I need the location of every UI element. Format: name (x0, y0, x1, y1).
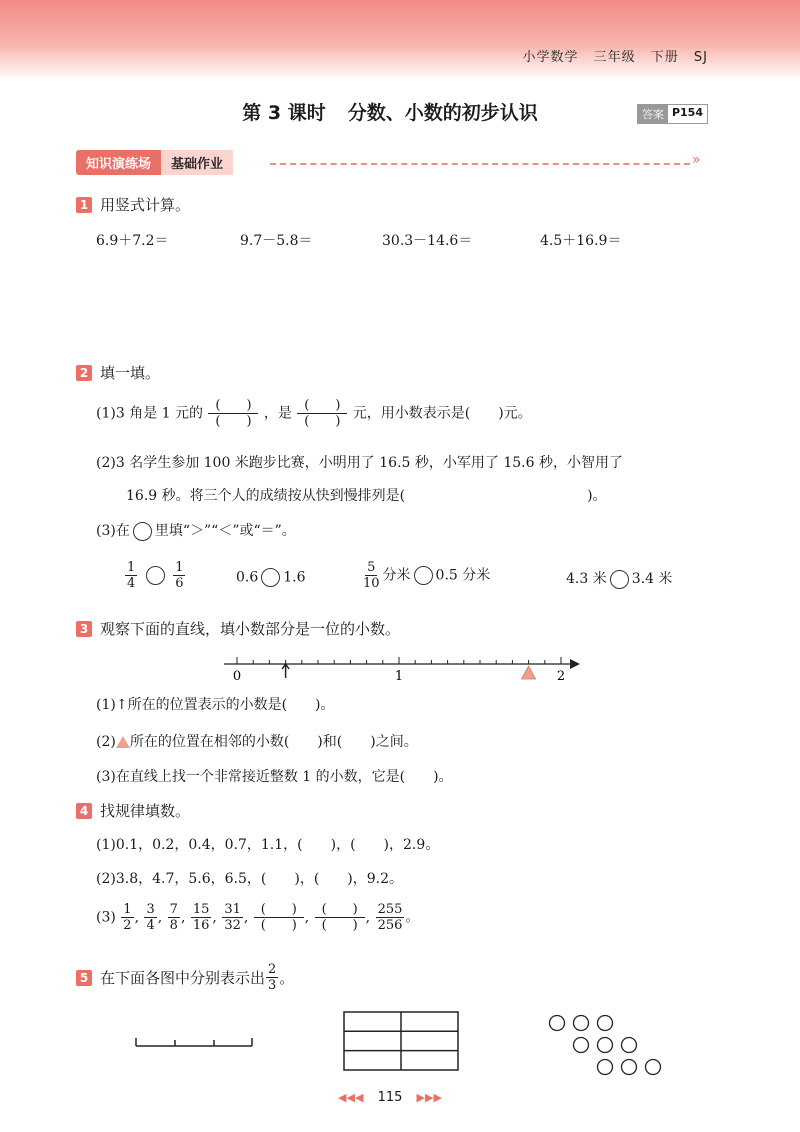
header-meta (512, 46, 708, 65)
frac-den: 2 (123, 918, 132, 933)
q1-item-3: 30.3－14.6＝ (382, 233, 473, 249)
compare-1 (124, 560, 186, 591)
number-line (220, 650, 590, 686)
section-arrows-icon: » (692, 152, 701, 168)
answer-page: P154 (671, 106, 703, 119)
q1-item-2: 9.7－5.8＝ (240, 233, 313, 249)
q4-part3: (3) $\frac{1}{2}$ , $\frac{3}{4}$ , $\frac{7}{8}$ , $\frac{15}{16}$ , $\frac{31}{32}$ , $\frac{( )}{( )}$ , $\frac{( )}{( )}$ , $\frac{255}{256}$ 。 (96, 902, 420, 933)
frac-num: 1 (127, 560, 136, 575)
section-tag: 知识演练场 (76, 150, 161, 175)
compare-right: 1.6 (283, 569, 306, 586)
compare-right: 0.5 分米 (435, 567, 491, 584)
compare-circle[interactable] (414, 566, 433, 585)
section-subtitle: 基础作业 (161, 150, 233, 175)
up-arrow-icon: ↑ (115, 697, 128, 713)
frac-den: 3 (268, 978, 277, 993)
frac-den: 256 (377, 918, 403, 933)
compare-left: 4.3 米 (566, 571, 607, 587)
q2-p3-text-a: (3)在 (96, 523, 130, 539)
compare-2 (236, 568, 306, 587)
frac-den: ( ) (321, 918, 358, 933)
frac-num: 255 (377, 902, 403, 917)
frac-den: 32 (224, 918, 241, 933)
fraction (266, 962, 278, 993)
frac-num: ( ) (254, 902, 304, 918)
frac-num: 7 (169, 902, 178, 917)
q4-part1: (1)0.1，0.2，0.4，0.7，1.1，( )，( )，2.9。 (96, 837, 440, 853)
q4-part2: (2)3.8，4.7，5.6，6.5，( )，( )，9.2。 (96, 871, 404, 887)
fraction (376, 902, 405, 933)
q2-part2-line1: (2)3 名学生参加 100 米跑步比赛，小明用了 16.5 秒，小军用了 15.6 秒，小智用了 (96, 455, 623, 471)
q3-part3: (3)在直线上找一个非常接近整数 1 的小数，它是( )。 (96, 769, 453, 785)
circle-icon (133, 522, 152, 541)
q5-head (76, 962, 294, 993)
q3-p1-text: 所在的位置表示的小数是( )。 (127, 697, 335, 713)
page-footer (0, 1090, 780, 1105)
q2-part1 (96, 398, 532, 429)
q1-head (76, 194, 190, 215)
q2-p1-text-a: (1)3 角是 1 元的 (96, 405, 203, 422)
q3-part2 (96, 731, 418, 751)
blank-fraction[interactable] (297, 398, 347, 429)
q1-item-1: 6.9＋7.2＝ (96, 233, 169, 249)
number-line-label-1: 1 (394, 669, 404, 684)
q5-number: 5 (76, 970, 92, 986)
q3-head (76, 618, 400, 639)
volume: 下册 (650, 50, 679, 65)
q3-p1-label: (1) (96, 697, 116, 713)
q3-prompt: 观察下面的直线，填小数部分是一位的小数。 (100, 620, 401, 638)
frac-num: ( ) (297, 398, 347, 414)
q5-end: 。 (279, 969, 295, 987)
q4-p3-label: (3) (96, 909, 116, 926)
frac-num: ( ) (315, 902, 365, 918)
lesson-number: 第 3 课时 (242, 102, 326, 124)
number-line-arrow-marker (282, 664, 289, 678)
fraction (173, 560, 185, 591)
next-arrows-icon: ▶▶▶ (416, 1091, 442, 1104)
grade: 三年级 (593, 50, 636, 65)
q2-head (76, 362, 160, 383)
frac-den: ( ) (215, 414, 252, 429)
compare-right: 3.4 米 (631, 571, 673, 587)
prev-arrows-icon: ◀◀◀ (338, 1091, 364, 1104)
header-band (0, 0, 800, 80)
frac-num: ( ) (208, 398, 258, 414)
subject: 小学数学 (522, 50, 579, 65)
lesson-name: 分数、小数的初步认识 (347, 102, 538, 124)
compare-3 (360, 560, 490, 591)
circles-figure[interactable] (545, 1012, 675, 1078)
q2-part3 (96, 520, 296, 541)
fraction (222, 902, 243, 933)
fraction (125, 560, 137, 591)
number-line-arrowhead (570, 659, 580, 669)
compare-left: 0.6 (236, 569, 259, 586)
q2-number: 2 (76, 365, 92, 381)
fraction (191, 902, 212, 933)
compare-4 (566, 568, 672, 589)
fraction (144, 902, 156, 933)
frac-num: 15 (192, 902, 210, 917)
answer-ref (637, 104, 708, 124)
q1-prompt: 用竖式计算。 (100, 196, 191, 214)
number-line-label-2: 2 (556, 669, 566, 684)
q4-p3-end: 。 (405, 909, 420, 926)
frac-num: 1 (175, 560, 184, 575)
frac-den: 8 (169, 918, 178, 933)
blank-fraction[interactable] (315, 902, 365, 933)
fraction (121, 902, 133, 933)
q2-prompt: 填一填。 (100, 364, 161, 382)
compare-circle[interactable] (610, 570, 629, 589)
triangle-icon (116, 736, 130, 748)
frac-den: 4 (146, 918, 155, 933)
section-dashed-line (270, 163, 690, 165)
frac-num: 31 (224, 902, 241, 917)
q3-part1 (96, 694, 335, 714)
compare-circle[interactable] (261, 568, 280, 587)
q3-p2-text: 所在的位置在相邻的小数( )和( )之间。 (129, 734, 418, 750)
frac-num: 3 (146, 902, 155, 917)
q1-number: 1 (76, 197, 92, 213)
frac-den: 6 (175, 576, 184, 591)
q4-head (76, 800, 190, 821)
grid-rectangle-figure[interactable] (342, 1010, 462, 1074)
q2-p3-text-b: 里填“＞”“＜”或“＝”。 (154, 523, 296, 539)
compare-unit: 分米 (382, 567, 411, 584)
blank-fraction[interactable] (254, 902, 304, 933)
fraction (361, 560, 382, 591)
q5-prompt: 在下面各图中分别表示出 (100, 969, 266, 987)
q3-number: 3 (76, 621, 92, 637)
compare-circle[interactable] (146, 566, 165, 585)
frac-den: 4 (127, 576, 136, 591)
frac-den: 16 (192, 918, 210, 933)
q3-p2-label: (2) (96, 734, 116, 750)
q4-number: 4 (76, 803, 92, 819)
number-line-label-0: 0 (232, 669, 242, 684)
frac-num: 5 (367, 560, 376, 575)
page-number: 115 (377, 1090, 403, 1105)
q2-part2-line2: 16.9 秒。将三个人的成绩按从快到慢排列是( )。 (126, 488, 607, 504)
frac-num: 1 (123, 902, 132, 917)
q1-item-4: 4.5＋16.9＝ (540, 233, 622, 249)
blank-fraction[interactable] (208, 398, 258, 429)
q2-p1-text-c: 元，用小数表示是( )元。 (352, 405, 532, 422)
fraction (168, 902, 180, 933)
frac-den: 10 (363, 576, 380, 591)
number-line-triangle-marker (522, 666, 536, 679)
edition: SJ (693, 50, 708, 65)
answer-label: 答案 (638, 105, 668, 123)
segment-figure[interactable] (130, 1030, 260, 1054)
frac-den: ( ) (260, 918, 297, 933)
q2-p1-text-b: ，是 (263, 405, 292, 422)
frac-den: ( ) (304, 414, 341, 429)
q4-prompt: 找规律填数。 (100, 802, 191, 820)
section-banner (76, 150, 233, 175)
frac-num: 2 (268, 962, 277, 977)
